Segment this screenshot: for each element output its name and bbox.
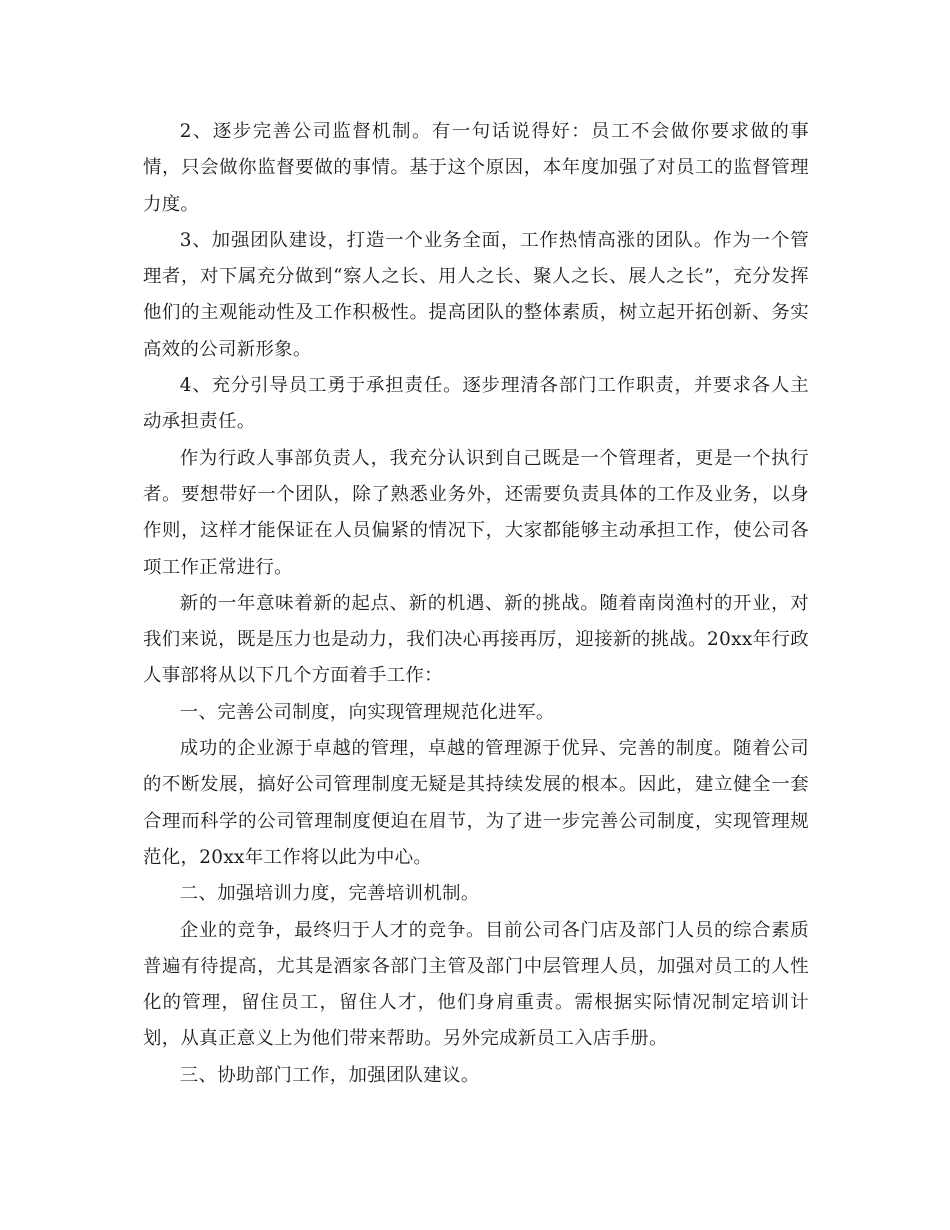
heading-section-1: 一、完善公司制度，向实现管理规范化进军。 — [179, 701, 555, 723]
paragraph-manager-role: 作为行政人事部负责人，我充分认识到自己既是一个管理者，更是一个执行者。要想带好一个团队，除了熟悉业务外，还需要负责具体的工作及业务，以身作则，这样才能保证在人员偏紧的情况下，大家都能够主动承担工作，使公司各项工作正常进行。 — [143, 447, 809, 578]
paragraph-supervision: 2、逐步完善公司监督机制。有一句话说得好：员工不会做你要求做的事情，只会做你监督要做的事情。基于这个原因，本年度加强了对员工的监督管理力度。 — [143, 121, 809, 215]
paragraph-new-year: 新的一年意味着新的起点、新的机遇、新的挑战。随着南岗渔村的开业，对我们来说，既是压力也是动力，我们决心再接再厉，迎接新的挑战。20xx年行政人事部将从以下几个方面着手工作： — [143, 592, 809, 687]
paragraph-company-system: 成功的企业源于卓越的管理，卓越的管理源于优异、完善的制度。随着公司的不断发展，搞好公司管理制度无疑是其持续发展的根本。因此，建立健全一套合理而科学的公司管理制度便迫在眉节，为了进一步完善公司制度，实现管理规范化，20xx年工作将以此为中心。 — [143, 738, 809, 868]
paragraph-team-building: 3、加强团队建设，打造一个业务全面，工作热情高涨的团队。作为一个管理者，对下属充分做到“察人之长、用人之长、聚人之长、展人之长”，充分发挥他们的主观能动性及工作积极性。提高团队的整体素质，树立起开拓创新、务实高效的公司新形象。 — [143, 229, 809, 360]
paragraph-responsibility: 4、充分引导员工勇于承担责任。逐步理清各部门工作职责，并要求各人主动承担责任。 — [143, 375, 809, 433]
heading-section-3: 三、协助部门工作，加强团队建议。 — [179, 1064, 480, 1086]
paragraph-training: 企业的竞争，最终归于人才的竞争。目前公司各门店及部门人员的综合素质普遍有待提高，尤其是酒家各部门主管及部门中层管理人员，加强对员工的人性化的管理，留住员工，留住人才，他们身肩重责。需根据实际情况制定培训计划，从真正意义上为他们带来帮助。另外完成新员工入店手册。 — [143, 919, 809, 1050]
document-body — [143, 114, 809, 1094]
heading-section-2: 二、加强培训力度，完善培训机制。 — [179, 883, 480, 905]
